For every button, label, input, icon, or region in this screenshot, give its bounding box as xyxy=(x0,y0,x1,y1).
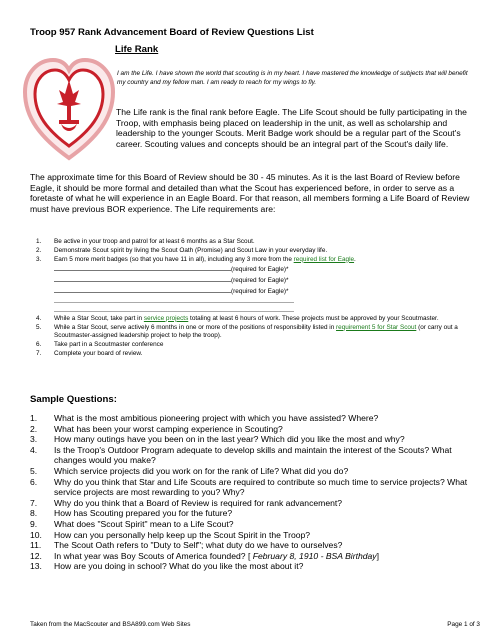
requirement-text: totaling at least 6 hours of work. These projects must be approved by your Scoutmaster. xyxy=(188,314,439,322)
list-item xyxy=(30,256,490,312)
list-number: 13. xyxy=(30,561,42,572)
question-text: What has been your worst camping experience in Scouting? xyxy=(54,423,283,434)
list-number: 6. xyxy=(30,476,38,487)
list-item xyxy=(30,508,482,519)
rank-subtitle: Life Rank xyxy=(115,44,159,55)
list-number: 3. xyxy=(36,255,42,263)
list-item xyxy=(30,530,482,541)
blank-line xyxy=(54,264,231,271)
list-number: 1. xyxy=(30,413,38,423)
rank-intro-paragraph: The Life rank is the final rank before Eagle. The Life Scout should be fully participating in the Troop, with emphasis being placed on leadership in the unit, as well as scholarship and leadership to the younger Scouts. Merit Badge work should be a regular part of the Scout's career. Scouting values and concepts should be an integral part of the Scout's daily life. xyxy=(116,107,467,149)
rank-quote: I am the Life. I have shown the world that scouting is in my heart. I have mastered the knowledge of subjects that will benefit my country and my fellow man. I am ready to reach for my wings to fly. xyxy=(117,70,468,87)
requirement-text: . xyxy=(354,255,356,263)
question-text: How has Scouting prepared you for the future? xyxy=(54,508,233,519)
list-item xyxy=(30,315,490,324)
eagle-note: (required for Eagle)* xyxy=(231,287,289,295)
list-item xyxy=(30,238,490,247)
requirement-text: Earn 5 more merit badges (so that you have 11 in all), including any 3 more from the xyxy=(54,255,294,263)
list-item xyxy=(30,350,490,359)
list-item xyxy=(30,247,490,256)
requirement-text: Be active in your troop and patrol for at least 6 months as a Star Scout. xyxy=(54,238,255,245)
blank-line xyxy=(54,306,294,312)
question-text: What does "Scout Spirit" mean to a Life Scout? xyxy=(54,518,234,529)
list-number: 1. xyxy=(36,238,42,245)
requirement-text: Demonstrate Scout spirit by living the Scout Oath (Promise) and Scout Law in your everyday life. xyxy=(54,246,328,254)
list-item xyxy=(30,477,482,498)
list-item xyxy=(30,445,482,466)
eagle-note: (required for Eagle)* xyxy=(231,266,289,274)
question-text: Is the Troop's Outdoor Program adequate to develop skills and maintain the interest of the Scouts? What changes would you make? xyxy=(54,444,452,466)
list-number: 10. xyxy=(30,529,42,540)
requirement-text: Complete your board of review. xyxy=(54,349,143,357)
question-text: Why do you think that a Board of Review is required for rank advancement? xyxy=(54,497,343,508)
required-list-for-eagle-link[interactable]: required list for Eagle xyxy=(293,255,355,263)
list-item xyxy=(30,413,482,424)
question-text: ] xyxy=(376,550,379,561)
list-number: 8. xyxy=(30,508,38,519)
list-number: 9. xyxy=(30,518,38,529)
questions-list xyxy=(30,413,482,572)
question-text: In what year was Boy Scouts of America founded? [ xyxy=(54,550,251,561)
list-number: 7. xyxy=(36,349,42,357)
list-number: 11. xyxy=(30,540,42,551)
list-item xyxy=(30,424,482,435)
list-number: 4. xyxy=(36,314,42,322)
question-answer: February 8, 1910 - BSA Birthday xyxy=(250,550,377,561)
list-number: 3. xyxy=(30,434,38,445)
list-number: 6. xyxy=(36,341,42,349)
question-text: How many outings have you been on in the last year? Which did you like the most and why? xyxy=(54,434,405,445)
question-text: Which service projects did you work on for the rank of Life? What did you do? xyxy=(54,465,349,476)
list-item xyxy=(30,324,490,342)
list-number: 2. xyxy=(36,246,42,254)
list-number: 2. xyxy=(30,423,38,434)
list-number: 5. xyxy=(36,323,42,331)
eagle-note: (required for Eagle)* xyxy=(231,277,289,285)
list-number: 5. xyxy=(30,465,38,476)
list-item xyxy=(30,434,482,445)
requirements-list xyxy=(30,238,490,359)
list-number: 7. xyxy=(30,497,38,508)
footer-page-number: Page 1 of 3 xyxy=(447,621,480,628)
list-number: 12. xyxy=(30,550,42,561)
list-item xyxy=(30,540,482,551)
star-requirement-5-link[interactable]: requirement 5 for Star Scout xyxy=(336,323,417,331)
question-text: How can you personally help keep up the Scout Spirit in the Troop? xyxy=(54,529,311,540)
requirement-text: (or carry out a Scoutmaster-assigned leadership project to help the troop). xyxy=(54,323,458,340)
list-item xyxy=(30,561,482,572)
blank-line xyxy=(54,275,231,282)
page-title: Troop 957 Rank Advancement Board of Review Questions List xyxy=(30,27,314,38)
bor-description-paragraph: The approximate time for this Board of Review should be 30 - 45 minutes. As it is the last Board of Review before Eagle, it should be more formal and detailed than what the Scout has experienced before, in order to serve as a foretaste of what he will experience in an Eagle Board. For that reason, all members forming a Life Board of Review must have previous BOR experience. The Life requirements are: xyxy=(30,172,470,214)
question-text: The Scout Oath refers to "Duty to Self"; what duty do we have to ourselves? xyxy=(54,540,343,551)
life-rank-heart-icon xyxy=(21,54,117,162)
list-item xyxy=(30,498,482,509)
sample-questions-heading: Sample Questions: xyxy=(30,394,117,405)
question-text: What is the most ambitious pioneering project with which you have assisted? Where? xyxy=(54,413,379,423)
question-text: How are you doing in school? What do you like the most about it? xyxy=(54,561,304,572)
requirement-text: While a Star Scout, serve actively 6 months in one or more of the positions of responsibility listed in xyxy=(54,323,337,331)
requirement-text: While a Star Scout, take part in xyxy=(54,314,144,322)
eagle-badge-blanks xyxy=(54,264,490,311)
list-item xyxy=(30,551,482,562)
footer-source: Taken from the MacScouter and BSA899.com Web Sites xyxy=(30,621,191,628)
list-item xyxy=(30,466,482,477)
question-text: Why do you think that Star and Life Scouts are required to contribute so much time to service projects? What service projects are most rewarding to you? Why? xyxy=(54,476,468,498)
list-number: 4. xyxy=(30,444,38,455)
list-item xyxy=(30,519,482,530)
service-projects-link[interactable]: service projects xyxy=(143,314,189,322)
list-item xyxy=(30,341,490,350)
blank-line xyxy=(54,297,294,303)
blank-line xyxy=(54,286,231,293)
requirement-text: Take part in a Scoutmaster conference xyxy=(54,341,164,349)
